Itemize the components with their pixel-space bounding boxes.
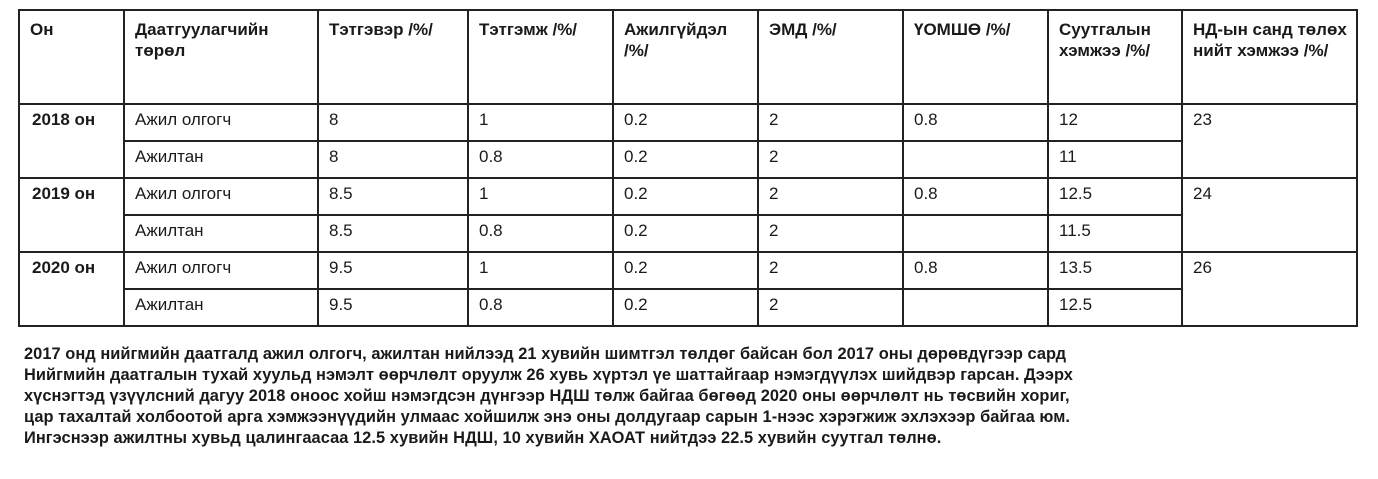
pension-cell: 8.5: [318, 215, 468, 252]
header-cell-injury: ҮОМШӨ /%/: [903, 10, 1048, 104]
deduction-cell: 11: [1048, 141, 1182, 178]
insured-type-cell: Ажилтан: [124, 141, 318, 178]
unemployment-cell: 0.2: [613, 215, 758, 252]
header-cell-benefit: Тэтгэмж /%/: [468, 10, 613, 104]
benefit-cell: 0.8: [468, 215, 613, 252]
deduction-cell: 12: [1048, 104, 1182, 141]
injury-cell: [903, 141, 1048, 178]
benefit-cell: 0.8: [468, 289, 613, 326]
health-cell: 2: [758, 252, 903, 289]
injury-cell: 0.8: [903, 104, 1048, 141]
insured-type-cell: Ажил олгогч: [124, 252, 318, 289]
year-cell: 2019 он: [19, 178, 124, 252]
benefit-cell: 1: [468, 178, 613, 215]
header-cell-unemployment: Ажилгүйдэл /%/: [613, 10, 758, 104]
injury-cell: [903, 289, 1048, 326]
year-cell: 2020 он: [19, 252, 124, 326]
contribution-rates-table: [18, 9, 1358, 327]
paragraph-line: цар тахалтай холбоотой арга хэмжээнүүдийн улмаас хойшилж энэ оны долдугаар сарын 1-нээс хэрэгжиж эхлэхээр байгаа юм.: [24, 408, 1070, 426]
header-cell-deduction: Суутгалын хэмжээ /%/: [1048, 10, 1182, 104]
benefit-cell: 0.8: [468, 141, 613, 178]
health-cell: 2: [758, 289, 903, 326]
header-cell-total: НД-ын санд төлөх нийт хэмжээ /%/: [1182, 10, 1357, 104]
insured-type-cell: Ажил олгогч: [124, 178, 318, 215]
unemployment-cell: 0.2: [613, 289, 758, 326]
deduction-cell: 11.5: [1048, 215, 1182, 252]
pension-cell: 8: [318, 141, 468, 178]
health-cell: 2: [758, 215, 903, 252]
paragraph-line: хүснэгтэд үзүүлсний дагуу 2018 оноос хойш нэмэгдсэн дүнгээр НДШ төлж байгаа бөгөөд 2020 оны өөрчлөлт нь төсвийн хориг,: [24, 387, 1070, 405]
header-cell-pension: Тэтгэвэр /%/: [318, 10, 468, 104]
insured-type-cell: Ажилтан: [124, 215, 318, 252]
health-cell: 2: [758, 141, 903, 178]
table-row: [19, 215, 1357, 252]
header-cell-health: ЭМД /%/: [758, 10, 903, 104]
deduction-cell: 12.5: [1048, 178, 1182, 215]
insured-type-cell: Ажилтан: [124, 289, 318, 326]
table-row: [19, 289, 1357, 326]
insured-type-cell: Ажил олгогч: [124, 104, 318, 141]
pension-cell: 8.5: [318, 178, 468, 215]
unemployment-cell: 0.2: [613, 252, 758, 289]
pension-cell: 9.5: [318, 289, 468, 326]
injury-cell: 0.8: [903, 178, 1048, 215]
deduction-cell: 12.5: [1048, 289, 1182, 326]
header-cell-year: Он: [19, 10, 124, 104]
table-row: [19, 178, 1357, 215]
injury-cell: [903, 215, 1048, 252]
table-row: [19, 252, 1357, 289]
health-cell: 2: [758, 178, 903, 215]
total-cell: 23: [1182, 104, 1357, 178]
benefit-cell: 1: [468, 252, 613, 289]
explanatory-paragraph: [24, 344, 1364, 449]
table-row: [19, 141, 1357, 178]
unemployment-cell: 0.2: [613, 178, 758, 215]
benefit-cell: 1: [468, 104, 613, 141]
total-cell: 24: [1182, 178, 1357, 252]
table-header-row: [19, 10, 1357, 104]
header-cell-insured-type: Даатгуулагчийн төрөл: [124, 10, 318, 104]
unemployment-cell: 0.2: [613, 141, 758, 178]
pension-cell: 8: [318, 104, 468, 141]
pension-cell: 9.5: [318, 252, 468, 289]
paragraph-line: Ингэснээр ажилтны хувьд цалингаасаа 12.5 хувийн НДШ, 10 хувийн ХАОАТ нийтдээ 22.5 хувийн суутгал төлнө.: [24, 429, 942, 447]
unemployment-cell: 0.2: [613, 104, 758, 141]
deduction-cell: 13.5: [1048, 252, 1182, 289]
table-row: [19, 104, 1357, 141]
health-cell: 2: [758, 104, 903, 141]
year-cell: 2018 он: [19, 104, 124, 178]
paragraph-line: Нийгмийн даатгалын тухай хуульд нэмэлт өөрчлөлт оруулж 26 хувь хүртэл үе шаттайгаар нэмэгдүүлэх шийдвэр гарсан. Дээрх: [24, 366, 1073, 384]
total-cell: 26: [1182, 252, 1357, 326]
paragraph-line: 2017 онд нийгмийн даатгалд ажил олгогч, ажилтан нийлээд 21 хувийн шимтгэл төлдөг байсан бол 2017 оны дөрөвдүгээр сард: [24, 345, 1067, 363]
injury-cell: 0.8: [903, 252, 1048, 289]
